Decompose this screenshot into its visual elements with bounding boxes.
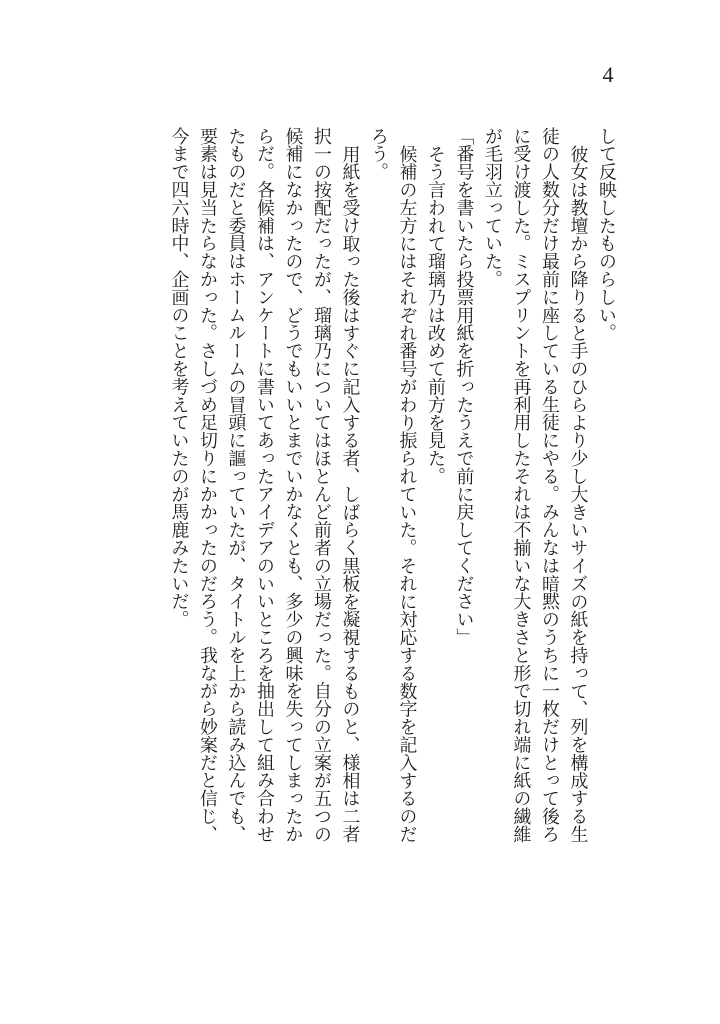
page-number: 4	[602, 62, 614, 87]
paragraph: 用紙を受け取った後はすぐに記入する者、しばらく黒板を凝視するものと、様相は二者択一の按配だったが、瑠璃乃についてはほとんど前者の立場だった。自分の立案が五つの候補になかったので、どうでもいいとまでいかなくとも、多少の興味を失ってしまったからだ。各候補は、アンケートに書いてあったアイデアのいいところを抽出して組み合わせたものだと委員はホームルームの冒頭に謳っていたが、タイトルを上から読み込んでも、要素は見当たらなかった。さしづめ足切りにかかったのだろう。我ながら妙案だと信じ、今まで四六時中、企画のことを考えていたのが馬鹿みたいだ。	[168, 127, 361, 843]
paragraph: 候補の左方にはそれぞれ番号がわり振られていた。それに対応する数字を記入するのだろう。	[368, 127, 418, 843]
paragraph: そう言われて瑠璃乃は改めて前方を見た。	[425, 144, 446, 485]
paragraph: して反映したものらしい。	[596, 127, 617, 342]
vertical-body-text	[164, 127, 620, 847]
dialogue-paragraph: 「番号を書いたら投票用紙を折ったうえで前に戻してください」	[453, 127, 475, 647]
paragraph: 彼女は教壇から降りると手のひらより少し大きいサイズの紙を持って、列を構成する生徒の人数分だけ最前に座している生徒にやる。みんなは暗黙のうちに一枚だけとって後ろに受け渡した。ミスプリントを再利用したそれは不揃いな大きさと形で切れ端に紙の繊維が毛羽立っていた。	[482, 127, 589, 843]
